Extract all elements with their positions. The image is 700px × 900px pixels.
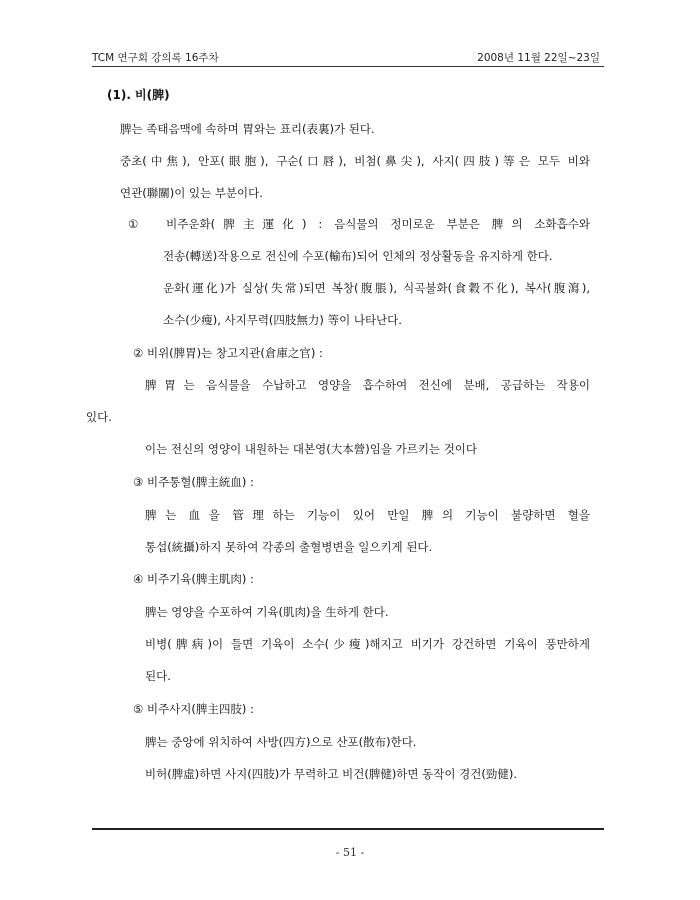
header-rule <box>92 66 604 67</box>
paragraph-line: 이는 전신의 영양이 내원하는 대본영(大本營)임을 가르키는 것이다 <box>145 442 478 456</box>
list-item-heading: ④ 비주기육(脾主肌肉) : <box>133 572 254 586</box>
paragraph-line: 비허(脾虛)하면 사지(四肢)가 무력하고 비건(脾健)하면 동작이 경건(勁健). <box>145 767 518 781</box>
list-item-heading: ① 비주운화(脾主運化) : 음식물의 정미로운 부분은 脾의 소화흡수와 <box>128 217 590 231</box>
paragraph-line: 脾는 족태음맥에 속하며 胃와는 표리(表裏)가 된다. <box>120 122 375 136</box>
paragraph-line: 연관(聯關)이 있는 부분이다. <box>120 186 263 200</box>
page-number: - 51 - <box>335 846 365 859</box>
paragraph-line: 된다. <box>145 669 171 683</box>
footer-rule <box>92 828 604 830</box>
paragraph-line: 脾는 血을 管理하는 기능이 있어 만일 脾의 기능이 불량하면 혈을 <box>145 508 590 522</box>
list-item-heading: ② 비위(脾胃)는 창고지관(倉庫之官) : <box>133 346 323 360</box>
list-item-heading: ⑤ 비주사지(脾主四肢) : <box>133 702 254 716</box>
paragraph-line: 전송(轉送)작용으로 전신에 수포(輸布)되어 인체의 정상활동을 유지하게 한다. <box>163 249 553 263</box>
paragraph-line: 통섭(統攝)하지 못하여 각종의 출혈병변을 일으키게 된다. <box>145 540 433 554</box>
paragraph-line: 脾胃는 음식물을 수납하고 영양을 흡수하여 전신에 분배, 공급하는 작용이 <box>145 378 590 392</box>
paragraph-line: 脾는 영양을 수포하여 기육(肌肉)을 生하게 한다. <box>145 605 389 619</box>
header-course-title: TCM 연구회 강의록 16주차 <box>92 52 219 64</box>
paragraph-line: 비병(脾病)이 들면 기육이 소수(少瘦)해지고 비기가 강건하면 기육이 풍만하게 <box>145 637 590 651</box>
list-item-heading: ③ 비주통혈(脾主統血) : <box>133 475 254 489</box>
paragraph-line: 소수(少瘦), 사지무력(四肢無力) 等이 나타난다. <box>163 313 402 327</box>
paragraph-line: 있다. <box>86 410 112 424</box>
header-date: 2008년 11월 22일~23일 <box>477 52 600 64</box>
section-title: (1). 비(脾) <box>107 88 170 102</box>
paragraph-line: 중초(中焦), 안포(眼胞), 구순(口唇), 비첨(鼻尖), 사지(四肢)等은 모두 비와 <box>120 154 590 168</box>
paragraph-line: 운화(運化)가 실상(失常)되면 복창(腹脹), 식곡불화(食穀不化), 복사(腹瀉), <box>163 281 590 295</box>
paragraph-line: 脾는 중앙에 위치하여 사방(四方)으로 산포(散布)한다. <box>145 735 417 749</box>
